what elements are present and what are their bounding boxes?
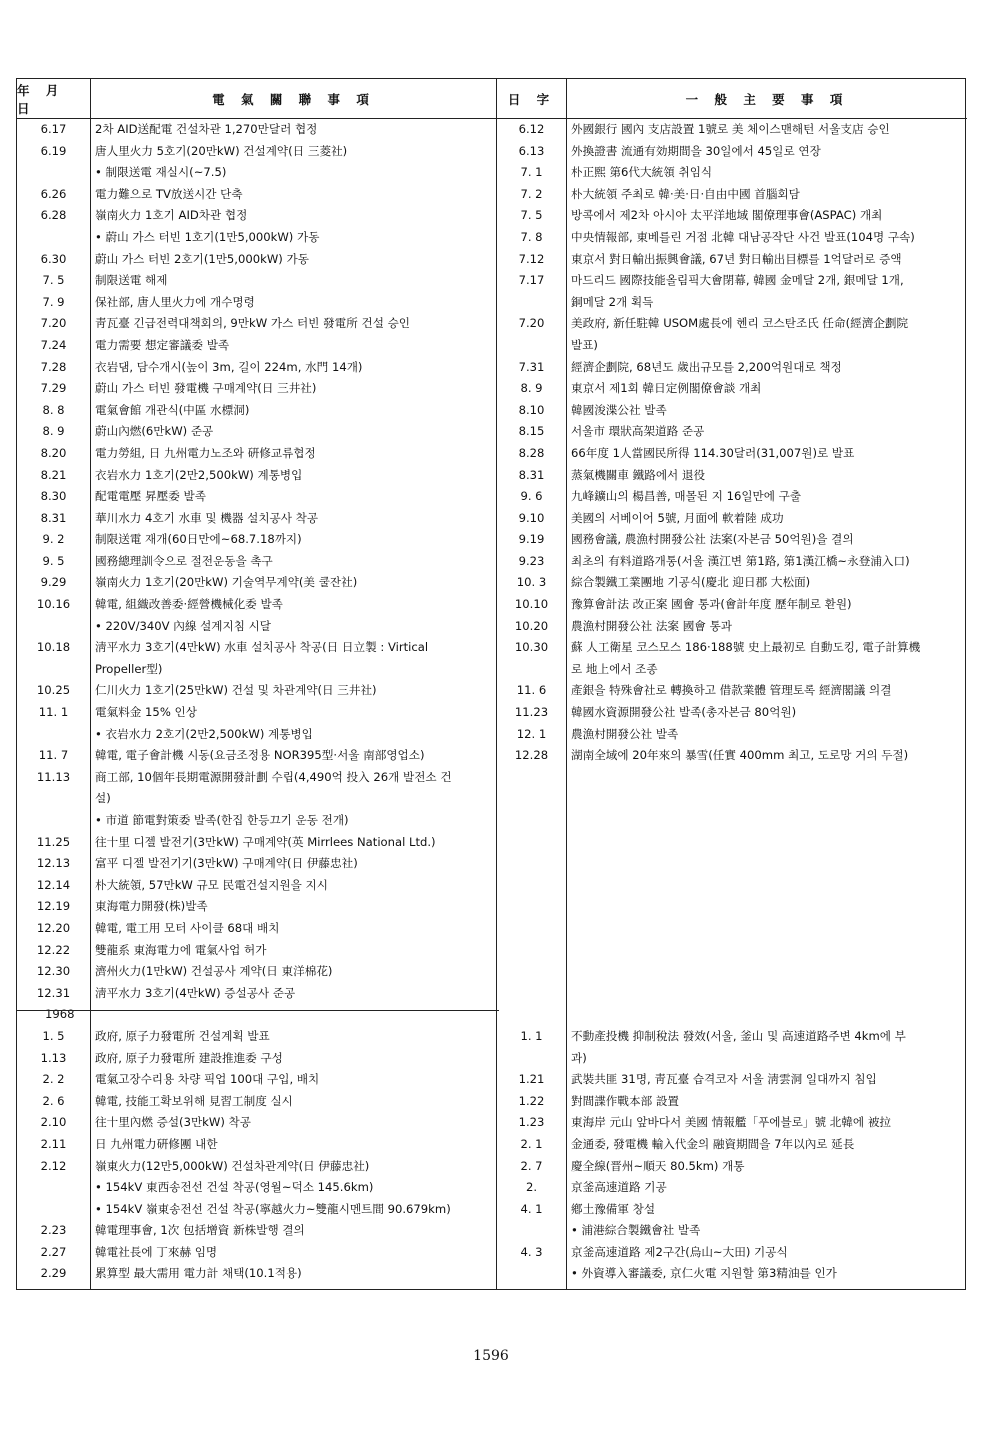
event-line: 配電電壓 昇壓委 발족: [95, 489, 206, 504]
right-date-column: [497, 119, 567, 1289]
event-line: 國務會議, 農漁村開發公社 法案(자본금 50억원)을 결의: [571, 532, 854, 547]
date-cell: [497, 896, 566, 918]
event-line: 湖南全域에 20年來의 暴雪(任實 400mm 최고, 도로망 거의 두절): [571, 748, 909, 763]
event-line: 日 九州電力硏修團 내한: [95, 1136, 218, 1151]
date-cell: 10.25: [36, 683, 71, 698]
event-line: 嶺南火力 1호기(20만kW) 기술역무계약(美 쿨잔社): [95, 575, 358, 590]
event-line: 農漁村開發公社 발족: [571, 726, 679, 741]
page-number: 1596: [473, 1348, 509, 1364]
event-line: [571, 961, 967, 983]
event-line: 電力勞組, 日 九州電力노조와 硏修교류협정: [95, 445, 316, 460]
date-cell: 12.14: [36, 877, 71, 892]
event-line: 電氣料金 15% 인상: [95, 705, 197, 720]
date-cell: [17, 1177, 90, 1199]
event-line: 雙龍系 東海電力에 電氣사업 허가: [95, 942, 267, 957]
date-cell: 1.22: [518, 1093, 545, 1108]
date-cell: 8.30: [40, 489, 67, 504]
event-line: 商工部, 10個年長期電源開發計劃 수립(4,490억 投入 26개 발전소 건: [95, 769, 452, 784]
event-line: 마드리드 國際技能올림픽大會閉幕, 韓國 金메달 2개, 銀메달 1개,: [571, 273, 904, 288]
date-cell: [17, 810, 90, 832]
event-line: 政府, 原子力發電所 建設推進委 구성: [95, 1050, 283, 1065]
date-cell: 7. 2: [520, 186, 543, 201]
event-line: [95, 1004, 496, 1026]
event-line: 不動產投機 抑制稅法 發效(서울, 釜山 및 高速道路주변 4km에 부: [571, 1028, 906, 1043]
date-cell: [497, 335, 566, 357]
date-cell: 9. 2: [42, 532, 65, 547]
event-line: 衣岩댐, 담수개시(높이 3m, 길이 224m, 水門 14개): [95, 359, 363, 374]
date-cell: 1968: [45, 1007, 75, 1022]
date-cell: [17, 659, 90, 681]
date-cell: 8.31: [40, 510, 67, 525]
date-cell: [17, 162, 90, 184]
date-cell: 6.19: [40, 143, 67, 158]
event-line: [571, 832, 967, 854]
date-cell: [497, 788, 566, 810]
event-line: 韓電, 電子會計機 시동(요금조정용 NOR395型·서울 南部영업소): [95, 748, 425, 763]
date-cell: 7.20: [40, 316, 67, 331]
date-cell: 7. 8: [520, 229, 543, 244]
date-cell: 10.10: [514, 597, 549, 612]
event-line: 豫算會計法 改正案 國會 통과(會計年度 歷年制로 환원): [571, 597, 852, 612]
date-cell: [497, 1263, 566, 1285]
date-cell: 10.20: [514, 618, 549, 633]
date-cell: 10.16: [36, 597, 71, 612]
event-line: 東海電力開發(株)발족: [95, 899, 208, 914]
event-line: 韓電, 電工用 모터 사이클 68대 배치: [95, 920, 280, 935]
date-cell: 7. 1: [520, 165, 543, 180]
event-line: • 154kV 嶺東송전선 건설 착공(寧越火力~雙龍시멘트間 90.679km): [95, 1201, 451, 1216]
date-cell: 8.31: [518, 467, 545, 482]
date-cell: 11. 7: [38, 748, 69, 763]
date-cell: 12.31: [36, 985, 71, 1000]
event-line: 農漁村開發公社 法案 國會 통과: [571, 618, 732, 633]
date-cell: 10.30: [514, 640, 549, 655]
event-line: 서울市 環狀高架道路 준공: [571, 424, 705, 439]
date-cell: 1. 1: [520, 1028, 543, 1043]
date-cell: 8.20: [40, 445, 67, 460]
event-line: 制限送電 재개(60日만에~68.7.18까지): [95, 532, 302, 547]
date-cell: 2.11: [40, 1136, 67, 1151]
event-line: 朴大統領 주최로 韓·美·日·自由中國 首腦회담: [571, 186, 800, 201]
event-line: 富平 디젤 발전기기(3만kW) 구매계약(日 伊藤忠社): [95, 856, 358, 871]
date-cell: 9.23: [518, 553, 545, 568]
date-cell: 2. 1: [520, 1136, 543, 1151]
date-cell: 11. 6: [516, 683, 547, 698]
event-line: [571, 788, 967, 810]
event-line: 綜合製鐵工業團地 기공식(慶北 迎日郡 大松面): [571, 575, 811, 590]
date-cell: 9.10: [518, 510, 545, 525]
event-line: 外換證書 流通有効期間을 30일에서 45일로 연장: [571, 143, 821, 158]
date-cell: 7.29: [40, 381, 67, 396]
event-line: 電力需要 想定審議委 발족: [95, 337, 230, 352]
general-events-column: [567, 119, 967, 1289]
event-line: 로 地上에서 조종: [571, 661, 658, 676]
event-line: 京釜高速道路 제2구간(烏山~大田) 기공식: [571, 1244, 788, 1259]
event-line: • 外資導入審議委, 京仁火電 지원할 第3精油를 인가: [571, 1266, 837, 1281]
date-cell: [497, 940, 566, 962]
event-line: 東京서 제1회 韓日定例閣僚會談 개최: [571, 381, 762, 396]
event-line: 韓電, 技能工확보위해 見習工制度 실시: [95, 1093, 293, 1108]
date-cell: [497, 767, 566, 789]
chronology-table: [16, 78, 966, 1290]
year-separator: [16, 1010, 499, 1011]
event-line: 발표): [571, 337, 598, 352]
date-cell: 11. 1: [38, 705, 69, 720]
date-cell: [497, 961, 566, 983]
date-cell: 7. 5: [42, 273, 65, 288]
event-line: 淸平水力 3호기(4만kW) 증설공사 준공: [95, 985, 296, 1000]
event-line: 唐人里火力 5호기(20만kW) 건설계약(日 三菱社): [95, 143, 348, 158]
event-line: 政府, 原子力發電所 건설계획 발표: [95, 1028, 270, 1043]
date-cell: 2.10: [40, 1115, 67, 1130]
date-cell: 1.21: [518, 1072, 545, 1087]
event-line: [571, 918, 967, 940]
event-line: 蔚山內燃(6만kW) 준공: [95, 424, 214, 439]
event-line: 朴正熙 第6代大統領 취임식: [571, 165, 713, 180]
event-line: 嶺東火力(12만5,000kW) 건설차관계약(日 伊藤忠社): [95, 1158, 370, 1173]
date-cell: 4. 1: [520, 1201, 543, 1216]
date-cell: 7.28: [40, 359, 67, 374]
event-line: 韓電理事會, 1次 包括增資 新株발행 결의: [95, 1223, 305, 1238]
event-line: 최초의 有料道路개통(서울 漢江변 第1路, 第1漢江橋~永登浦入口): [571, 553, 910, 568]
date-cell: [497, 292, 566, 314]
event-line: [571, 810, 967, 832]
event-line: 東京서 對日輸出振興會議, 67년 對日輸出目標를 1억달러로 증액: [571, 251, 902, 266]
event-line: 電氣會館 개관식(中區 水標洞): [95, 402, 250, 417]
header-general-events: 一 般 主 要 事 項: [567, 79, 967, 119]
date-cell: [497, 1048, 566, 1070]
date-cell: 1. 5: [42, 1028, 65, 1043]
event-line: • 浦港綜合製鐵會社 발족: [571, 1223, 701, 1238]
event-line: 往十里 디젤 발전기(3만kW) 구매계약(英 Mirrlees National Ltd.): [95, 834, 436, 849]
date-cell: 12.19: [36, 899, 71, 914]
event-line: • 220V/340V 內線 설계지침 시달: [95, 618, 271, 633]
event-line: 美國의 서베이어 5號, 月面에 軟着陸 成功: [571, 510, 784, 525]
date-cell: 10. 3: [516, 575, 547, 590]
date-cell: 8.21: [40, 467, 67, 482]
date-cell: [497, 832, 566, 854]
event-line: • 制限送電 재실시(~7.5): [95, 165, 227, 180]
event-line: 金通委, 發電機 輸入代金의 融資期間을 7年以內로 延長: [571, 1136, 855, 1151]
event-line: 66年度 1人當國民所得 114.30달러(31,007원)로 발표: [571, 445, 855, 460]
event-line: • 154kV 東西송전선 건설 착공(영월~덕소 145.6km): [95, 1180, 374, 1195]
event-line: [571, 875, 967, 897]
date-cell: 1.13: [40, 1050, 67, 1065]
date-cell: [17, 616, 90, 638]
event-line: [571, 1004, 967, 1026]
event-line: 產銀을 特殊會社로 轉換하고 借款業體 管理토록 經濟閣議 의결: [571, 683, 892, 698]
date-cell: 7.24: [40, 337, 67, 352]
date-cell: 2. 2: [42, 1072, 65, 1087]
date-cell: [17, 227, 90, 249]
date-cell: 9.19: [518, 532, 545, 547]
date-cell: 6.13: [518, 143, 545, 158]
date-cell: 7.31: [518, 359, 545, 374]
event-line: 靑瓦臺 긴급전력대책회의, 9만kW 가스 터빈 發電所 건설 승인: [95, 316, 410, 331]
date-cell: [17, 724, 90, 746]
date-cell: 8.15: [518, 424, 545, 439]
date-cell: [17, 788, 90, 810]
date-cell: 8.28: [518, 445, 545, 460]
date-cell: 7.12: [518, 251, 545, 266]
event-line: 蔚山 가스 터빈 發電機 구매계약(日 三井社): [95, 381, 317, 396]
event-line: 往十里內燃 증설(3만kW) 착공: [95, 1115, 251, 1130]
date-cell: 11.23: [514, 705, 549, 720]
event-line: • 蔚山 가스 터빈 1호기(1만5,000kW) 가동: [95, 229, 320, 244]
event-line: 蔚山 가스 터빈 2호기(1만5,000kW) 가동: [95, 251, 309, 266]
event-line: 仁川火力 1호기(25만kW) 건설 및 차관계약(日 三井社): [95, 683, 377, 698]
date-cell: 2. 6: [42, 1093, 65, 1108]
date-cell: 12.30: [36, 964, 71, 979]
date-cell: 9.29: [40, 575, 67, 590]
event-line: 2차 AID送配電 건설차관 1,270만달러 협정: [95, 122, 318, 136]
event-line: 中央情報部, 東베를린 거점 北韓 대남공작단 사건 발표(104명 구속): [571, 229, 915, 244]
event-line: 설): [95, 791, 111, 806]
event-line: 國務總理訓令으로 절전운동을 촉구: [95, 553, 273, 568]
event-line: 電氣고장수리용 차량 픽업 100대 구입, 배치: [95, 1072, 320, 1087]
date-cell: 7.20: [518, 316, 545, 331]
event-line: [571, 896, 967, 918]
event-line: 鄕土豫備軍 창설: [571, 1201, 656, 1216]
electric-events-column: [91, 119, 497, 1289]
event-line: 武裝共匪 31명, 靑瓦臺 습격코자 서울 淸雲洞 일대까지 침입: [571, 1072, 877, 1087]
header-date-left: 年 月 日: [17, 79, 91, 119]
event-line: 韓國水資源開發公社 발족(총자본금 80억원): [571, 705, 797, 720]
event-line: 累算型 最大需用 電力計 채택(10.1적용): [95, 1266, 302, 1281]
header-electric-events: 電 氣 關 聯 事 項: [91, 79, 497, 119]
date-cell: [497, 875, 566, 897]
event-line: 嶺南火力 1호기 AID차관 협정: [95, 208, 248, 223]
date-cell: [497, 983, 566, 1005]
event-line: 衣岩水力 1호기(2만2,500kW) 계통병입: [95, 467, 303, 482]
date-cell: 2.12: [40, 1158, 67, 1173]
event-line: • 衣岩水力 2호기(2만2,500kW) 계통병입: [95, 726, 313, 741]
event-line: [571, 983, 967, 1005]
event-line: 經濟企劃院, 68년도 歲出규모를 2,200억원대로 책정: [571, 359, 842, 374]
left-date-column: [17, 119, 91, 1289]
event-line: [571, 853, 967, 875]
date-cell: 2.29: [40, 1266, 67, 1281]
event-line: 美政府, 新任駐韓 USOM處長에 헨리 코스탄조氏 任命(經濟企劃院: [571, 316, 909, 331]
date-cell: [497, 659, 566, 681]
date-cell: 2. 7: [520, 1158, 543, 1173]
event-line: 對間諜作戰本部 設置: [571, 1093, 680, 1108]
event-line: 방콕에서 제2차 아시아 太平洋地域 閣僚理事會(ASPAC) 개최: [571, 208, 883, 223]
date-cell: [497, 853, 566, 875]
event-line: • 市道 節電對策委 발족(한집 한등끄기 운동 전개): [95, 813, 349, 827]
date-cell: 2.23: [40, 1223, 67, 1238]
event-line: 九峰鑛山의 楊昌善, 매몰된 지 16일만에 구출: [571, 489, 802, 504]
date-cell: 6.26: [40, 186, 67, 201]
date-cell: 2.27: [40, 1244, 67, 1259]
date-cell: [17, 1199, 90, 1221]
date-cell: 7. 9: [42, 294, 65, 309]
date-cell: [497, 810, 566, 832]
date-cell: 1.23: [518, 1115, 545, 1130]
event-line: 韓電社長에 丁來赫 임명: [95, 1244, 218, 1259]
event-line: 濟州火力(1만kW) 건설공사 계약(日 東洋棉花): [95, 964, 333, 979]
date-cell: 10.18: [36, 640, 71, 655]
date-cell: 12.20: [36, 920, 71, 935]
event-line: 外國銀行 國內 支店設置 1號로 美 체이스맨해턴 서울支店 승인: [571, 122, 890, 136]
date-cell: 4. 3: [520, 1244, 543, 1259]
date-cell: 7.17: [518, 273, 545, 288]
date-cell: 6.28: [40, 208, 67, 223]
date-cell: 12.13: [36, 856, 71, 871]
event-line: 과): [571, 1050, 587, 1065]
date-cell: 11.25: [36, 834, 71, 849]
date-cell: 7. 5: [520, 208, 543, 223]
header-date-right: 日 字: [497, 79, 567, 119]
event-line: 京釜高速道路 기공: [571, 1180, 667, 1195]
event-line: 制限送電 해제: [95, 273, 168, 288]
date-cell: 6.17: [40, 122, 67, 136]
date-cell: 12.22: [36, 942, 71, 957]
date-cell: 12. 1: [516, 726, 547, 741]
event-line: 華川水力 4호기 水車 및 機器 설치공사 착공: [95, 510, 319, 525]
event-line: [571, 767, 967, 789]
event-line: 韓國浚渫公社 발족: [571, 402, 667, 417]
date-cell: 9. 6: [520, 489, 543, 504]
date-cell: 8. 9: [42, 424, 65, 439]
date-cell: 6.30: [40, 251, 67, 266]
event-line: 銅메달 2개 획득: [571, 294, 654, 309]
event-line: 慶全線(晋州~順天 80.5km) 개통: [571, 1158, 745, 1173]
event-line: [571, 940, 967, 962]
date-cell: [497, 918, 566, 940]
date-cell: 11.13: [36, 769, 71, 784]
event-line: 保社部, 唐人里火力에 개수명령: [95, 294, 255, 309]
date-cell: 12.28: [514, 748, 549, 763]
event-line: 蒸氣機關車 鐵路에서 退役: [571, 467, 706, 482]
date-cell: 9. 5: [42, 553, 65, 568]
event-line: 韓電, 組織改善委·經營機械化委 발족: [95, 597, 283, 612]
event-line: 東海岸 元山 앞바다서 美國 情報艦「푸에블로」號 北韓에 被拉: [571, 1115, 892, 1130]
event-line: 蘇 人工衛星 코스모스 186·188號 史上最初로 自動도킹, 電子計算機: [571, 640, 921, 655]
date-cell: 8. 9: [520, 381, 543, 396]
event-line: 淸平水力 3호기(4만kW) 水車 설치공사 착공(日 日立製 : Virtical: [95, 640, 429, 655]
date-cell: 8.10: [518, 402, 545, 417]
event-line: 朴大統領, 57만kW 규모 民電건설지원을 지시: [95, 877, 328, 892]
date-cell: [497, 1004, 566, 1026]
date-cell: 6.12: [518, 122, 545, 136]
date-cell: 2.: [525, 1180, 538, 1195]
event-line: Propeller型): [95, 661, 163, 676]
event-line: 電力難으로 TV放送시간 단축: [95, 186, 243, 201]
date-cell: [497, 1220, 566, 1242]
date-cell: 8. 8: [42, 402, 65, 417]
